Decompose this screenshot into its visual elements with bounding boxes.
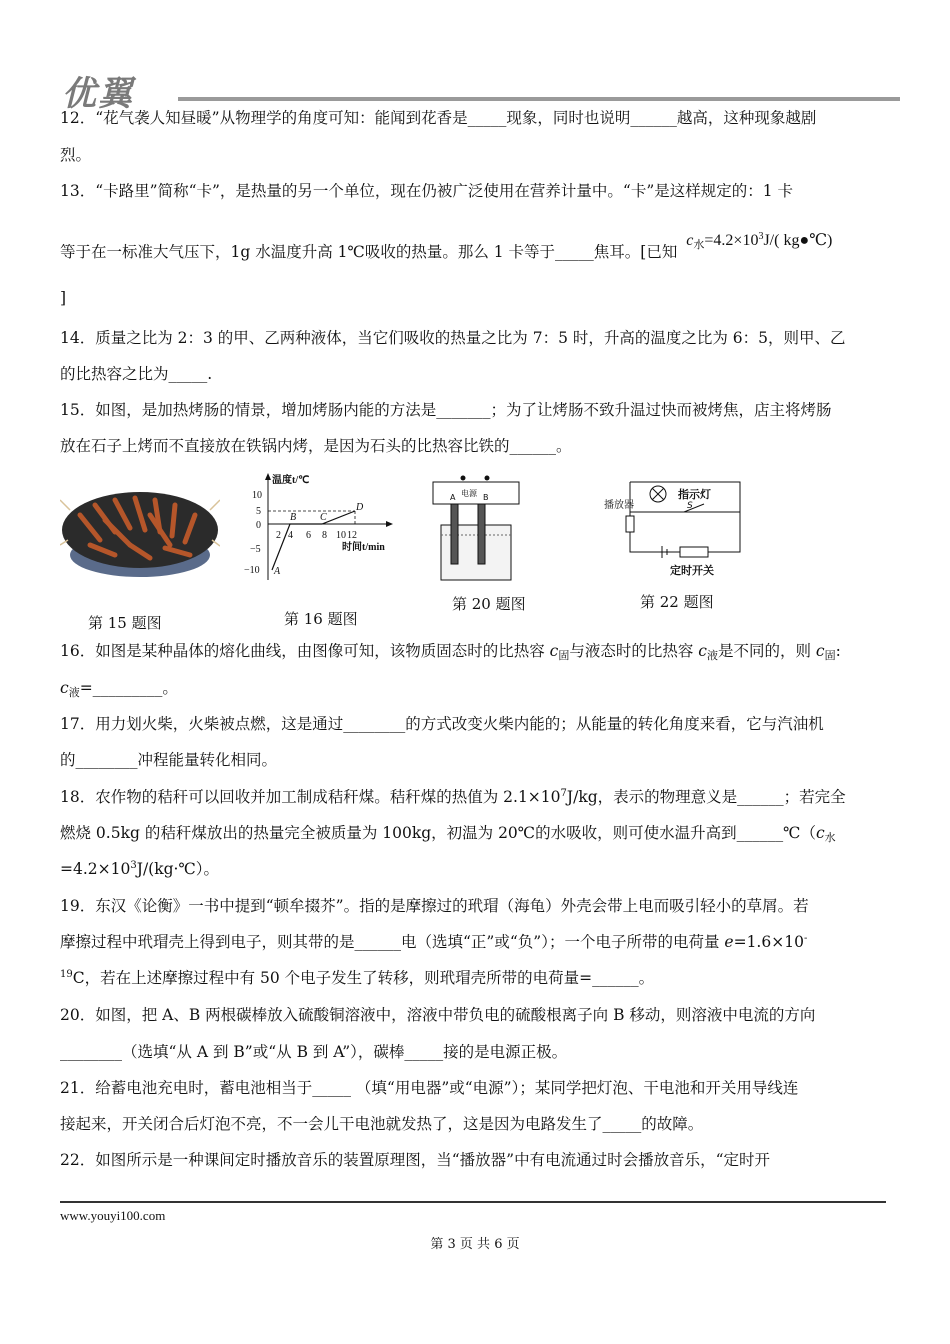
q15-line2: 放在石子上烤而不直接放在铁锅内烤，是因为石头的比热容比铁的______。 xyxy=(60,437,572,455)
fig22-switch-label: S xyxy=(687,501,693,511)
fig16-ylabel: 温度t/℃ xyxy=(272,475,310,486)
fig16-ytick: 0 xyxy=(256,520,261,531)
q17-line2: 的________冲程能量转化相同。 xyxy=(60,751,278,769)
fig20-power-label: 电源 xyxy=(461,489,477,498)
fig16-point-label: C xyxy=(320,512,327,523)
fig16-point-label: B xyxy=(290,512,297,523)
q21-line2: 接起来，开关闭合后灯泡不亮，不一会儿干电池就发热了，这是因为电路发生了_____的故障。 xyxy=(60,1115,704,1133)
q13-line1: 13．“卡路里”简称“卡”，是热量的另一个单位，现在仍被广泛使用在营养计量中。“卡”是这样规定的：1 卡 xyxy=(60,182,794,200)
fig20-label-a: A xyxy=(450,493,456,502)
fig20-caption: 第 20 题图 xyxy=(452,595,526,613)
q13-line3: ] xyxy=(60,289,67,307)
fig22-player-label: 播放器 xyxy=(604,500,634,511)
header-rule xyxy=(178,97,900,101)
q15-line1: 15．如图，是加热烤肠的情景，增加烤肠内能的方法是_______；为了让烤肠不致升温过快而被烤焦，店主将烤肠 xyxy=(60,401,832,419)
page-number: 第 3 页 共 6 页 xyxy=(430,1237,520,1252)
fig16-xtick: 10 xyxy=(336,530,346,541)
fig16-xtick: 2 xyxy=(276,530,281,541)
q19-line1: 19．东汉《论衡》一书中提到“顿牟掇芥”。指的是摩擦过的玳瑁（海龟）外壳会带上电而吸引轻小的草屑。若 xyxy=(60,897,809,915)
fig20-label-b: B xyxy=(483,493,489,502)
fig16-ytick: 10 xyxy=(252,490,262,501)
fig16-xtick: 6 xyxy=(306,530,311,541)
fig16-point-label: A xyxy=(274,566,281,577)
fig22-lamp-label: 指示灯 xyxy=(678,488,711,501)
fig16-melting-curve xyxy=(230,470,400,585)
fig16-xtick: 12 xyxy=(347,530,357,541)
fig22-timer-label: 定时开关 xyxy=(670,564,714,577)
q19-line2: 摩擦过程中玳瑁壳上得到电子，则其带的是______电（选填“正”或“负”）；一个电子所带的电荷量 e=1.6×10- xyxy=(60,933,808,951)
q21-line1: 21．给蓄电池充电时，蓄电池相当于_____ （填“用电器”或“电源”）；某同学把灯泡、干电池和开关用导线连 xyxy=(60,1079,799,1097)
fig20-electrolysis-diagram xyxy=(425,470,525,585)
q13-text: 等于在一标准大气压下，1g 水温度升高 1℃吸收的热量。那么 1 卡等于_____焦耳。[已知 xyxy=(60,243,678,261)
fig15-caption: 第 15 题图 xyxy=(88,614,162,632)
q12-line1: 12．“花气袭人知昼暖”从物理学的角度可知：能闻到花香是_____现象，同时也说明______越高，这种现象越剧 xyxy=(60,109,817,127)
q18-line3: $=4.2\times 10^3J/(kg\cdot℃)$。 xyxy=(60,860,220,878)
q16-line1: 16．如图是某种晶体的熔化曲线，由图像可知，该物质固态时的比热容 $c_固$与液态时的比热容 $c_液$是不同的，则 $c_固$: xyxy=(60,642,841,662)
fig16-point-label: D xyxy=(356,502,364,513)
footer-rule xyxy=(60,1201,886,1203)
q18-line2: 燃烧 0.5kg 的秸秆煤放出的热量完全被质量为 100kg，初温为 20℃的水吸收，则可使水温升高到$\_\_\_\_\_\_℃(c_水$ xyxy=(60,824,836,844)
fig22-circuit-diagram xyxy=(600,470,750,585)
q20-line1: 20．如图，把 A、B 两根碳棒放入硫酸铜溶液中，溶液中带负电的硫酸根离子向 B 移动，则溶液中电流的方向 xyxy=(60,1006,816,1024)
fig16-ytick: 5 xyxy=(256,506,261,517)
q17-line1: 17．用力划火柴，火柴被点燃，这是通过________的方式改变火柴内能的；从能量的转化角度来看，它与汽油机 xyxy=(60,715,824,733)
fig16-ytick: −10 xyxy=(244,565,260,576)
fig16-ytick: −5 xyxy=(250,544,261,555)
fig22-caption: 第 22 题图 xyxy=(640,593,714,611)
fig16-xlabel: 时间t/min xyxy=(342,542,385,553)
footer-url: www.youyi100.com xyxy=(60,1208,166,1223)
q13-line2 xyxy=(60,231,833,264)
q12-line2: 烈。 xyxy=(60,146,92,164)
fig16-caption: 第 16 题图 xyxy=(284,610,358,628)
q16-line2: $c_液=\_\_\_\_\_\_\_\_\_$。 xyxy=(60,679,178,699)
q20-line2: ________（选填“从 A 到 B”或“从 B 到 A”），碳棒_____接的是电源正极。 xyxy=(60,1043,568,1061)
q18-line1: 18．农作物的秸秆可以回收并加工制成秸秆煤。秸秆煤的热值为 $2.1\times 10^7J/kg$，表示的物理意义是______；若完全 xyxy=(60,788,846,806)
logo: 优翼 xyxy=(62,74,134,114)
q14-line2: 的比热容之比为_____. xyxy=(60,365,213,383)
fig15-grill-image xyxy=(60,470,220,585)
q22-line1: 22．如图所示是一种课间定时播放音乐的装置原理图，当“播放器”中有电流通过时会播放音乐，“定时开 xyxy=(60,1151,770,1169)
q19-line3: $^{19}$C，若在上述摩擦过程中有 50 个电子发生了转移，则玳瑁壳所带的电荷量=______。 xyxy=(60,969,655,987)
q13-formula: $c_水=4.2\times 10^3J/$( kg●℃) xyxy=(686,231,833,251)
fig16-xtick: 8 xyxy=(322,530,327,541)
q14-line1: 14．质量之比为 2：3 的甲、乙两种液体，当它们吸收的热量之比为 7：5 时，升高的温度之比为 6：5，则甲、乙 xyxy=(60,329,846,347)
fig16-xtick: 4 xyxy=(288,530,293,541)
